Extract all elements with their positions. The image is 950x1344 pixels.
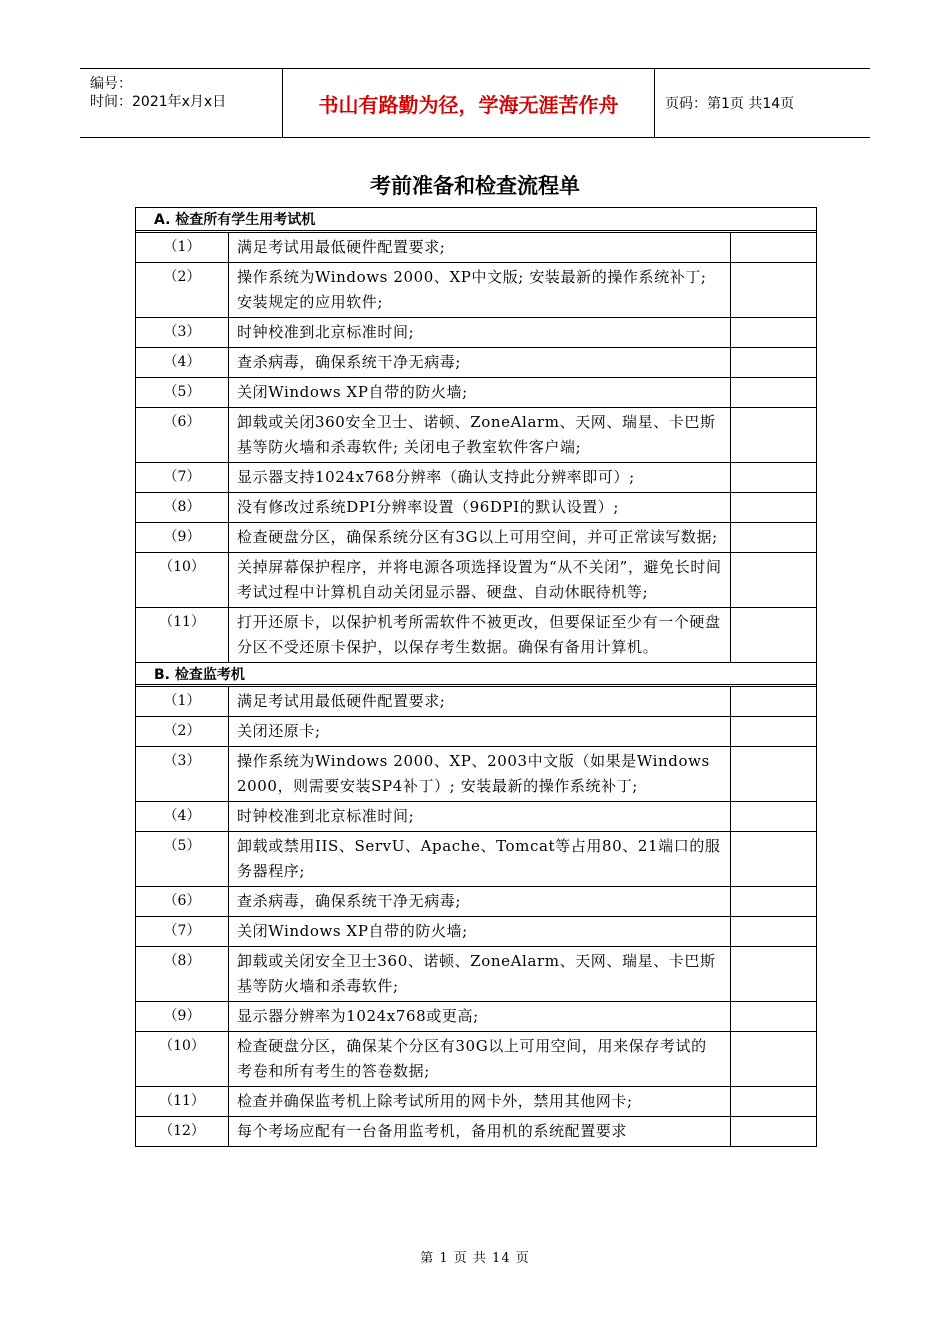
- time-label: 时间：2021年x月x日: [90, 94, 227, 110]
- item-number: （4）: [136, 802, 229, 831]
- item-text: 时钟校准到北京标准时间;: [229, 802, 731, 831]
- item-number: （1）: [136, 687, 229, 716]
- check-cell: [731, 747, 816, 801]
- table-row: [136, 801, 816, 831]
- table-row: [136, 687, 816, 716]
- table-row: [136, 317, 816, 347]
- item-text: 关闭还原卡;: [229, 717, 731, 746]
- item-number: （6）: [136, 887, 229, 916]
- item-number: （9）: [136, 1002, 229, 1031]
- section-a-heading: A. 检查所有学生用考试机: [136, 208, 816, 233]
- item-number: （10）: [136, 553, 229, 607]
- check-cell: [731, 1087, 816, 1116]
- check-cell: [731, 1032, 816, 1086]
- check-cell: [731, 917, 816, 946]
- table-row: [136, 462, 816, 492]
- table-row: [136, 552, 816, 607]
- item-text: 卸载或关闭360安全卫士、诺顿、ZoneAlarm、天网、瑞星、卡巴斯基等防火墙和杀毒软件; 关闭电子教室软件客户端;: [229, 408, 731, 462]
- table-row: [136, 831, 816, 886]
- check-cell: [731, 887, 816, 916]
- check-cell: [731, 832, 816, 886]
- table-row: [136, 946, 816, 1001]
- table-row: [136, 1001, 816, 1031]
- table-row: [136, 522, 816, 552]
- item-text: 查杀病毒，确保系统干净无病毒;: [229, 348, 731, 377]
- table-row: [136, 377, 816, 407]
- table-row: [136, 233, 816, 262]
- check-cell: [731, 263, 816, 317]
- check-cell: [731, 378, 816, 407]
- page-info: 页码：第1页 共14页: [665, 96, 795, 112]
- item-number: （4）: [136, 348, 229, 377]
- item-text: 满足考试用最低硬件配置要求;: [229, 687, 731, 716]
- page-footer: 第 1 页 共 14 页: [420, 1251, 530, 1266]
- check-cell: [731, 523, 816, 552]
- table-row: [136, 347, 816, 377]
- item-number: （7）: [136, 463, 229, 492]
- item-number: （10）: [136, 1032, 229, 1086]
- table-row: [136, 607, 816, 662]
- table-row: [136, 886, 816, 916]
- item-text: 关掉屏幕保护程序，并将电源各项选择设置为“从不关闭”，避免长时间考试过程中计算机自动关闭显示器、硬盘、自动休眠待机等;: [229, 553, 731, 607]
- table-row: [136, 1086, 816, 1116]
- item-text: 卸载或禁用IIS、ServU、Apache、Tomcat等占用80、21端口的服务器程序;: [229, 832, 731, 886]
- item-number: （3）: [136, 747, 229, 801]
- item-number: （8）: [136, 947, 229, 1001]
- item-number: （3）: [136, 318, 229, 347]
- table-row: [136, 492, 816, 522]
- item-text: 每个考场应配有一台备用监考机，备用机的系统配置要求: [229, 1117, 731, 1146]
- item-text: 卸载或关闭安全卫士360、诺顿、ZoneAlarm、天网、瑞星、卡巴斯基等防火墙和杀毒软件;: [229, 947, 731, 1001]
- table-row: [136, 746, 816, 801]
- check-cell: [731, 802, 816, 831]
- check-cell: [731, 493, 816, 522]
- check-cell: [731, 318, 816, 347]
- item-number: （5）: [136, 832, 229, 886]
- item-text: 操作系统为Windows 2000、XP中文版; 安装最新的操作系统补丁; 安装规定的应用软件;: [229, 263, 731, 317]
- section-a-rows: [136, 233, 816, 662]
- check-cell: [731, 463, 816, 492]
- item-number: （12）: [136, 1117, 229, 1146]
- item-number: （9）: [136, 523, 229, 552]
- check-cell: [731, 687, 816, 716]
- check-cell: [731, 233, 816, 262]
- table-row: [136, 1116, 816, 1146]
- item-number: （2）: [136, 717, 229, 746]
- number-label: 编号：: [90, 76, 132, 92]
- item-text: 满足考试用最低硬件配置要求;: [229, 233, 731, 262]
- item-text: 检查并确保监考机上除考试所用的网卡外，禁用其他网卡;: [229, 1087, 731, 1116]
- table-row: [136, 916, 816, 946]
- check-cell: [731, 608, 816, 662]
- item-text: 时钟校准到北京标准时间;: [229, 318, 731, 347]
- check-cell: [731, 1117, 816, 1146]
- table-row: [136, 407, 816, 462]
- item-number: （11）: [136, 608, 229, 662]
- item-number: （6）: [136, 408, 229, 462]
- item-number: （1）: [136, 233, 229, 262]
- header-meta: [80, 69, 282, 137]
- item-text: 查杀病毒，确保系统干净无病毒;: [229, 887, 731, 916]
- check-cell: [731, 717, 816, 746]
- page-title: 考前准备和检查流程单: [370, 174, 580, 198]
- item-text: 显示器支持1024x768分辨率（确认支持此分辨率即可）;: [229, 463, 731, 492]
- item-number: （8）: [136, 493, 229, 522]
- document-header: [80, 68, 870, 138]
- motto: 书山有路勤为径，学海无涯苦作舟: [318, 92, 619, 117]
- item-text: 操作系统为Windows 2000、XP、2003中文版（如果是Windows 2000，则需要安装SP4补丁）; 安装最新的操作系统补丁;: [229, 747, 731, 801]
- table-row: [136, 716, 816, 746]
- table-row: [136, 262, 816, 317]
- item-number: （7）: [136, 917, 229, 946]
- checklist-table: [135, 207, 817, 1147]
- table-row: [136, 1031, 816, 1086]
- check-cell: [731, 947, 816, 1001]
- check-cell: [731, 1002, 816, 1031]
- item-number: （11）: [136, 1087, 229, 1116]
- item-text: 关闭Windows XP自带的防火墙;: [229, 917, 731, 946]
- check-cell: [731, 553, 816, 607]
- item-text: 检查硬盘分区，确保某个分区有30G以上可用空间，用来保存考试的考卷和所有考生的答卷数据;: [229, 1032, 731, 1086]
- section-b-heading: B. 检查监考机: [136, 662, 816, 687]
- item-text: 关闭Windows XP自带的防火墙;: [229, 378, 731, 407]
- section-b-rows: [136, 687, 816, 1146]
- check-cell: [731, 348, 816, 377]
- item-number: （5）: [136, 378, 229, 407]
- item-number: （2）: [136, 263, 229, 317]
- check-cell: [731, 408, 816, 462]
- item-text: 显示器分辨率为1024x768或更高;: [229, 1002, 731, 1031]
- header-motto-cell: [282, 69, 655, 137]
- item-text: 打开还原卡，以保护机考所需软件不被更改，但要保证至少有一个硬盘分区不受还原卡保护，以保存考生数据。确保有备用计算机。: [229, 608, 731, 662]
- item-text: 没有修改过系统DPI分辨率设置（96DPI的默认设置）;: [229, 493, 731, 522]
- header-page-cell: [655, 69, 870, 137]
- item-text: 检查硬盘分区，确保系统分区有3G以上可用空间，并可正常读写数据;: [229, 523, 731, 552]
